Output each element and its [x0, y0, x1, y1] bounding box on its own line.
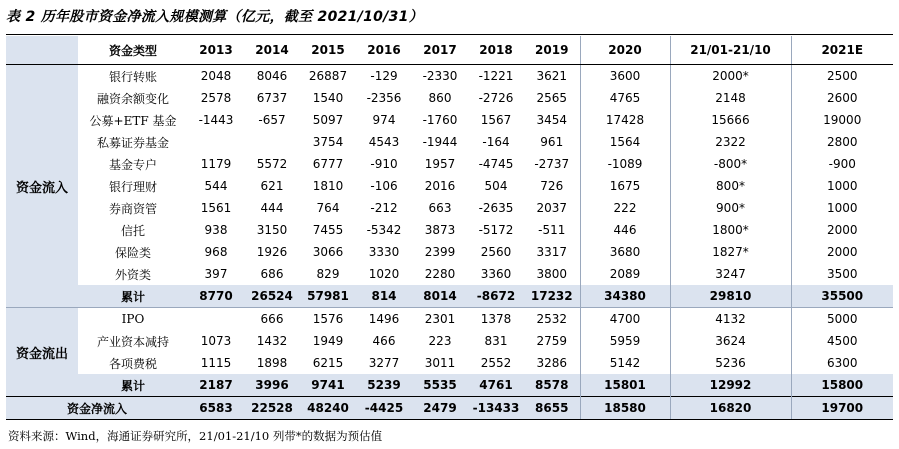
table-cell: 8578 [524, 374, 580, 397]
table-cell: 3600 [580, 65, 670, 88]
section-label-outflow: 资金流出 [6, 308, 78, 397]
table-cell: 17428 [580, 109, 670, 131]
header-year: 2014 [244, 36, 300, 65]
table-cell: 621 [260, 179, 284, 193]
table-cell: 5535 [412, 374, 468, 397]
table-cell: -212 [370, 201, 398, 215]
row-label: 累计 [78, 374, 188, 397]
table-cell: 3624 [670, 330, 791, 352]
table-cell: 4700 [580, 308, 670, 331]
table-cell: 19700 [791, 397, 893, 420]
table-cell: -129 [370, 69, 398, 83]
header-category: 资金类型 [78, 36, 188, 65]
table-cell: -1221 [478, 69, 514, 83]
table-cell: 3317 [536, 245, 568, 259]
table-cell: -1760 [422, 113, 458, 127]
table-cell: -5172 [478, 223, 514, 237]
table-cell: 2301 [412, 308, 468, 331]
row-label: 基金专户 [108, 157, 157, 172]
row-label: 银行理财 [108, 179, 157, 194]
table-cell: 860 [428, 91, 452, 105]
header-year: 2020 [580, 36, 670, 65]
table-cell: -106 [370, 179, 398, 193]
table-cell: 1957 [424, 157, 456, 171]
table-cell: 829 [316, 267, 340, 281]
table-cell: 3066 [312, 245, 344, 259]
table-cell: 1810 [312, 179, 344, 193]
table-cell: -8672 [468, 285, 524, 308]
table-cell: 8655 [524, 397, 580, 420]
table-cell: 2000* [670, 65, 791, 88]
table-cell: 831 [484, 334, 508, 348]
table-cell: 974 [372, 113, 396, 127]
table-cell: 3247 [670, 263, 791, 285]
table-cell: 2048 [200, 69, 232, 83]
table-cell: 1000 [791, 197, 893, 219]
title-rule [6, 34, 893, 35]
header-year: 2021E [791, 36, 893, 65]
table-cell: 961 [540, 135, 564, 149]
table-cell: 446 [580, 219, 670, 241]
table-cell: 2000 [791, 241, 893, 263]
header-year: 2015 [300, 36, 356, 65]
header-year: 21/01-21/10 [670, 36, 791, 65]
header-row [6, 36, 893, 65]
table-cell: 3150 [256, 223, 288, 237]
net-inflow-row [6, 397, 893, 420]
header-blank [6, 36, 78, 65]
table-cell: 3277 [368, 356, 400, 370]
table-cell: 2578 [200, 91, 232, 105]
table-cell: 5000 [791, 308, 893, 331]
table-cell: 16820 [670, 397, 791, 420]
table-cell: -800* [670, 153, 791, 175]
table-cell: 2560 [480, 245, 512, 259]
fund-flow-table [6, 36, 893, 420]
table-cell: 3754 [312, 135, 344, 149]
table-cell: 6583 [188, 397, 244, 420]
table-cell: -2635 [478, 201, 514, 215]
table-cell: 57981 [300, 285, 356, 308]
table-cell: 3286 [536, 356, 568, 370]
table-cell: 6777 [312, 157, 344, 171]
table-cell: 7455 [312, 223, 344, 237]
table-cell: 800* [670, 175, 791, 197]
table-cell: 2759 [536, 334, 568, 348]
header-year: 2018 [468, 36, 524, 65]
table-cell: -657 [258, 113, 286, 127]
table-cell: 5097 [312, 113, 344, 127]
table-row [6, 109, 893, 131]
header-year: 2019 [524, 36, 580, 65]
row-label: 银行转账 [108, 69, 157, 84]
table-cell: -900 [791, 153, 893, 175]
table-cell: 26524 [244, 285, 300, 308]
table-cell: 1540 [312, 91, 344, 105]
table-row [6, 330, 893, 352]
table-cell: 900* [670, 197, 791, 219]
table-cell: 1926 [256, 245, 288, 259]
table-cell: 1020 [368, 267, 400, 281]
table-cell: 663 [428, 201, 452, 215]
table-cell: 2479 [412, 397, 468, 420]
table-cell: 2148 [670, 87, 791, 109]
table-cell: 1073 [200, 334, 232, 348]
table-cell: 3996 [244, 374, 300, 397]
table-cell: -2726 [478, 91, 514, 105]
table-cell: 1179 [200, 157, 232, 171]
table-row [6, 308, 893, 331]
table-cell: 6300 [791, 352, 893, 374]
table-cell: 222 [580, 197, 670, 219]
header-year: 2013 [188, 36, 244, 65]
table-cell: -4425 [356, 397, 412, 420]
table-row [6, 153, 893, 175]
table-cell [188, 308, 244, 331]
table-cell: -13433 [468, 397, 524, 420]
table-cell: 1567 [480, 113, 512, 127]
table-cell: 3680 [580, 241, 670, 263]
table-cell: 1800* [670, 219, 791, 241]
table-cell: 3800 [536, 267, 568, 281]
table-cell: 18580 [580, 397, 670, 420]
table-cell: 726 [540, 179, 564, 193]
table-title: 表 2 历年股市资金净流入规模测算（亿元，截至 2021/10/31） [6, 9, 424, 25]
table-cell: 2016 [424, 179, 456, 193]
row-label: 保险类 [114, 245, 151, 260]
table-cell: 544 [204, 179, 228, 193]
table-cell: 2322 [670, 131, 791, 153]
table-cell: 1898 [256, 356, 288, 370]
table-cell: 1115 [200, 356, 232, 370]
table-cell: 2800 [791, 131, 893, 153]
row-label: 各项费税 [108, 356, 157, 371]
table-cell: 2399 [424, 245, 456, 259]
table-cell: 5142 [580, 352, 670, 374]
row-label: 券商资管 [108, 201, 157, 216]
row-label: 信托 [120, 223, 145, 238]
table-cell: 1378 [468, 308, 524, 331]
table-cell: 19000 [791, 109, 893, 131]
table-cell: 1496 [356, 308, 412, 331]
table-cell: 3500 [791, 263, 893, 285]
table-cell: 764 [316, 201, 340, 215]
table-cell: 3011 [424, 356, 456, 370]
table-cell: 1564 [580, 131, 670, 153]
table-cell: -2356 [366, 91, 402, 105]
table-cell: 5572 [256, 157, 288, 171]
table-cell: 9741 [300, 374, 356, 397]
table-cell: 1675 [580, 175, 670, 197]
table-cell: 814 [356, 285, 412, 308]
table-cell: 3621 [536, 69, 568, 83]
row-label: 私募证券基金 [96, 135, 169, 150]
table-cell: 466 [372, 334, 396, 348]
table-cell: 5239 [356, 374, 412, 397]
table-cell: 4543 [368, 135, 400, 149]
row-label: IPO [78, 308, 188, 331]
table-cell: 3360 [480, 267, 512, 281]
table-cell: -2330 [422, 69, 458, 83]
table-cell: 2565 [536, 91, 568, 105]
table-cell: -511 [538, 223, 566, 237]
table-cell: 2600 [791, 87, 893, 109]
row-label: 外资类 [114, 267, 151, 282]
table-cell: 504 [484, 179, 508, 193]
table-cell: 1561 [200, 201, 232, 215]
table-row [6, 131, 893, 153]
table-cell: -1089 [580, 153, 670, 175]
table-cell: 8014 [412, 285, 468, 308]
table-row [6, 241, 893, 263]
table-cell: 8770 [188, 285, 244, 308]
table-cell: 48240 [300, 397, 356, 420]
source-note: 资料来源：Wind，海通证券研究所，21/01-21/10 列带*的数据为预估值 [8, 429, 383, 443]
table-cell: 26887 [308, 69, 348, 83]
row-label: 公募+ETF 基金 [89, 113, 177, 128]
table-row [6, 263, 893, 285]
table-cell [188, 131, 244, 153]
table-cell: 3330 [368, 245, 400, 259]
table-cell: 5959 [580, 330, 670, 352]
table-cell: 15666 [670, 109, 791, 131]
table-cell: 968 [204, 245, 228, 259]
table-row [6, 352, 893, 374]
table-cell: 12992 [670, 374, 791, 397]
table-cell: 29810 [670, 285, 791, 308]
table-row [6, 175, 893, 197]
table-cell: -164 [482, 135, 510, 149]
table-cell: 2187 [188, 374, 244, 397]
table-cell: 2532 [524, 308, 580, 331]
inflow-total-row [6, 285, 893, 308]
table-cell: 2552 [480, 356, 512, 370]
table-cell: 22528 [244, 397, 300, 420]
table-cell: 4132 [670, 308, 791, 331]
table-cell: 666 [244, 308, 300, 331]
table-cell: 2500 [791, 65, 893, 88]
table-cell: 444 [260, 201, 284, 215]
table-cell: -1944 [422, 135, 458, 149]
table-cell: 6215 [312, 356, 344, 370]
table-cell: 397 [204, 267, 228, 281]
table-cell: 2037 [536, 201, 568, 215]
table-cell: 3873 [424, 223, 456, 237]
table-cell [244, 131, 300, 153]
row-label: 累计 [78, 285, 188, 308]
table-cell: 1576 [300, 308, 356, 331]
net-inflow-label: 资金净流入 [6, 397, 188, 420]
table-row [6, 219, 893, 241]
table-cell: 3454 [536, 113, 568, 127]
table-row [6, 197, 893, 219]
table-cell: 1432 [256, 334, 288, 348]
table-cell: 1000 [791, 175, 893, 197]
table-cell: 223 [428, 334, 452, 348]
table-cell: 15801 [580, 374, 670, 397]
table-cell: 15800 [791, 374, 893, 397]
table-row [6, 87, 893, 109]
table-cell: -1443 [198, 113, 234, 127]
row-label: 产业资本减持 [96, 334, 169, 349]
header-year: 2017 [412, 36, 468, 65]
table-cell: 8046 [256, 69, 288, 83]
table-cell: -4745 [478, 157, 514, 171]
table-cell: 1827* [670, 241, 791, 263]
row-label: 融资余额变化 [96, 91, 169, 106]
section-label-inflow: 资金流入 [6, 65, 78, 308]
header-year: 2016 [356, 36, 412, 65]
table-cell: 4765 [580, 87, 670, 109]
table-cell: 686 [260, 267, 284, 281]
table-cell: -5342 [366, 223, 402, 237]
table-row [6, 65, 893, 88]
table-cell: 34380 [580, 285, 670, 308]
table-cell: 4500 [791, 330, 893, 352]
table-cell: 2280 [424, 267, 456, 281]
table-cell: 2089 [580, 263, 670, 285]
outflow-total-row [6, 374, 893, 397]
table-cell: 1949 [312, 334, 344, 348]
table-cell: -2737 [534, 157, 570, 171]
table-cell: 4761 [468, 374, 524, 397]
table-cell: 5236 [670, 352, 791, 374]
table-cell: 2000 [791, 219, 893, 241]
table-cell: 938 [204, 223, 228, 237]
table-cell: 6737 [256, 91, 288, 105]
table-cell: 17232 [524, 285, 580, 308]
table-cell: -910 [370, 157, 398, 171]
table-cell: 35500 [791, 285, 893, 308]
